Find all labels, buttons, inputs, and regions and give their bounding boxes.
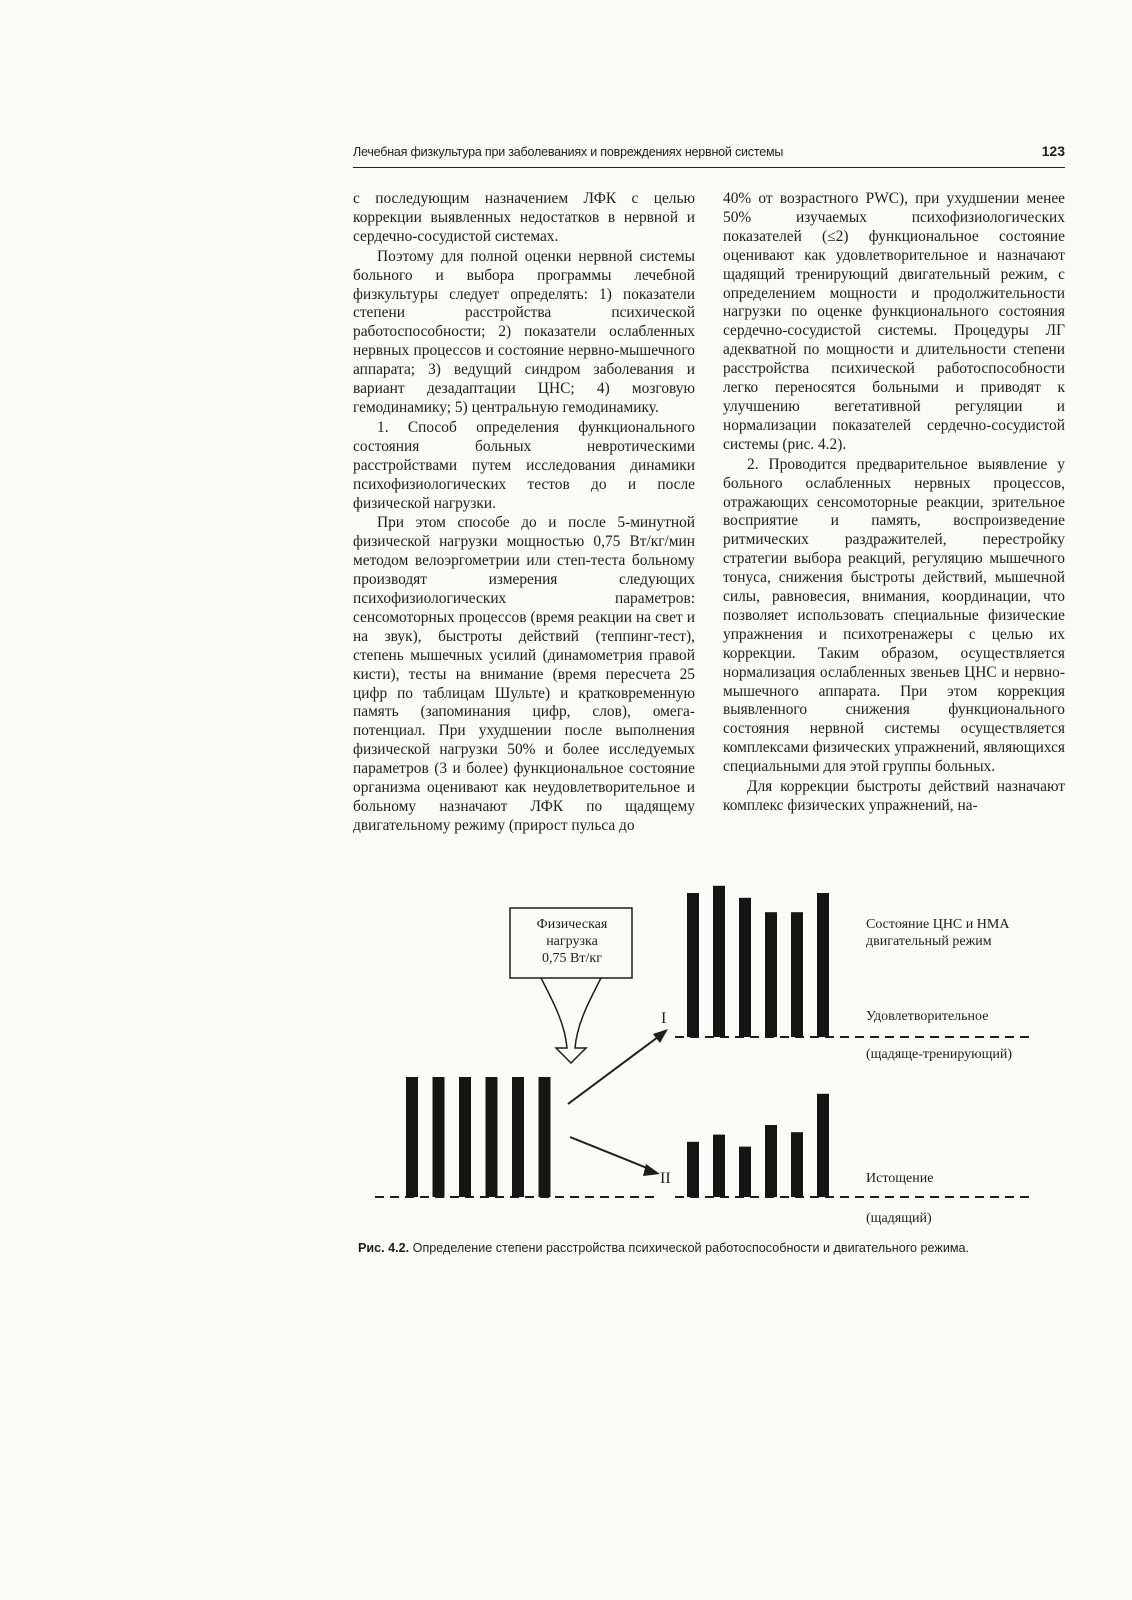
paragraph: 40% от возрастного PWC), при ухудшении менее 50% изучаемых психофизиологических показателей (≤2) функциональное состояние оценивают как удовлетворительное и назначают щадящий тренирующий двигательный режим, с определением мощности и продолжительности нагрузки по оценке функционального состояния сердечно-сосудистой системы. Процедуры ЛГ адекватной по мощности и длительности степени расстройства психической работоспособности легко переносятся больными и приводят к улучшению вегетативной регуляции и нормализации показателей сердечно-сосудистой системы (рис. 4.2). bbox=[723, 190, 1065, 453]
load-box-line: Физическая bbox=[536, 917, 608, 932]
bars-baseline-group bbox=[406, 1077, 551, 1197]
arrow-to-lower bbox=[570, 1137, 652, 1170]
bars-upper-group bbox=[687, 886, 829, 1037]
upper-state-label: Удовлетворительное bbox=[866, 1009, 989, 1024]
upper-regime-label: (щадяще-тренирующий) bbox=[866, 1047, 1013, 1062]
bar-lower bbox=[739, 1147, 751, 1197]
lower-state-label: Истощение bbox=[866, 1171, 934, 1186]
legend-line: двигательный режим bbox=[866, 934, 992, 949]
lower-regime-label: (щадящий) bbox=[866, 1211, 932, 1226]
load-box-line: нагрузка bbox=[546, 934, 598, 949]
arrow-head-lower bbox=[643, 1164, 660, 1176]
bars-lower-group bbox=[687, 1094, 829, 1197]
legend-line: Состояние ЦНС и НМА bbox=[866, 917, 1010, 932]
page-number: 123 bbox=[1041, 143, 1065, 159]
bar-lower bbox=[713, 1135, 725, 1197]
paragraph: Поэтому для полной оценки нервной системы больного и выбора программы лечебной физкультуры следует определять: 1) показатели степени расстройства психической работоспособности; 2) показатели ослабленных нервных процессов и состояние нервно-мышечного аппарата; 3) ведущий синдром заболевания и вариант дезадаптации ЦНС; 4) мозговую гемодинамику; 5) центральную гемодинамику. bbox=[353, 247, 695, 416]
paragraph: Для коррекции быстроты действий назначают комплекс физических упражнений, на- bbox=[723, 778, 1065, 814]
figure-caption bbox=[358, 1241, 1078, 1255]
bar-upper bbox=[713, 886, 725, 1037]
branch-label-upper: I bbox=[661, 1010, 667, 1027]
caption-text: Определение степени расстройства психической работоспособности и двигательного режима. bbox=[412, 1241, 970, 1255]
paragraph: 1. Способ определения функционального состояния больных невротическими расстройствами путем исследования динамики психофизиологических тестов до и после физической нагрузки. bbox=[353, 418, 695, 512]
load-box-line: 0,75 Вт/кг bbox=[542, 951, 602, 966]
bar-upper bbox=[687, 893, 699, 1037]
bar-lower bbox=[765, 1125, 777, 1197]
funnel-arrow bbox=[541, 978, 601, 1063]
bar-upper bbox=[791, 912, 803, 1037]
arrow-to-upper bbox=[568, 1034, 662, 1104]
caption-label: Рис. 4.2. bbox=[358, 1241, 410, 1255]
bar-baseline bbox=[539, 1077, 551, 1197]
right-column bbox=[723, 190, 1065, 816]
bar-baseline bbox=[486, 1077, 498, 1197]
bar-lower bbox=[817, 1094, 829, 1197]
bar-lower bbox=[791, 1132, 803, 1197]
branch-label-lower: II bbox=[660, 1170, 671, 1187]
left-column bbox=[353, 190, 695, 836]
bar-lower bbox=[687, 1142, 699, 1197]
bar-baseline bbox=[406, 1077, 418, 1197]
arrow-head-upper bbox=[653, 1029, 668, 1043]
bar-baseline bbox=[459, 1077, 471, 1197]
running-title: Лечебная физкультура при заболеваниях и повреждениях нервной системы bbox=[353, 145, 784, 159]
running-header bbox=[353, 143, 1065, 168]
figure-4-2 bbox=[370, 880, 1070, 1230]
paragraph: с последующим назначением ЛФК с целью коррекции выявленных недостатков в нервной и сердечно-сосудистой системах. bbox=[353, 190, 695, 245]
paragraph: При этом способе до и после 5-минутной физической нагрузки мощностью 0,75 Вт/кг/мин методом велоэргометрии или степ-теста больному производят измерения следующих психофизиологических параметров: сенсомоторных процессов (время реакции на свет и на звук), быстроты действий (теппинг-тест), степень мышечных усилий (динамометрия правой кисти), тесты на внимание (время пересчета 25 цифр по таблицам Шульте) и кратковременную память (запоминания цифр, слов), омега-потенциал. При ухудшении после выполнения физической нагрузки 50% и более исследуемых параметров (3 и более) функциональное состояние организма оценивают как неудовлетворительное и больному назначают ЛФК по щадящему двигательному режиму (прирост пульса до bbox=[353, 514, 695, 834]
paragraph: 2. Проводится предварительное выявление у больного ослабленных нервных процессов, отражающих сенсомоторные реакции, зрительное восприятие и память, воспроизведение ритмических раздражителей, перестройку стратегии выбора реакций, регуляцию мышечного тонуса, снижения быстроты действий, мышечной силы, равновесия, внимания, координации, что позволяет использовать специальные физические упражнения и психотренажеры с целью их коррекции. Таким образом, осуществляется нормализация ослабленных звеньев ЦНС и нервно-мышечного аппарата. При этом коррекция выявленного снижения функционального состояния нервной системы осуществляется комплексами физических упражнений, являющихся специальными для этой группы больных. bbox=[723, 455, 1065, 776]
bar-baseline bbox=[512, 1077, 524, 1197]
bar-upper bbox=[817, 893, 829, 1037]
bar-upper bbox=[739, 898, 751, 1037]
legend-top bbox=[866, 916, 1009, 950]
bar-upper bbox=[765, 912, 777, 1037]
bar-baseline bbox=[433, 1077, 445, 1197]
load-box-text bbox=[513, 916, 631, 967]
